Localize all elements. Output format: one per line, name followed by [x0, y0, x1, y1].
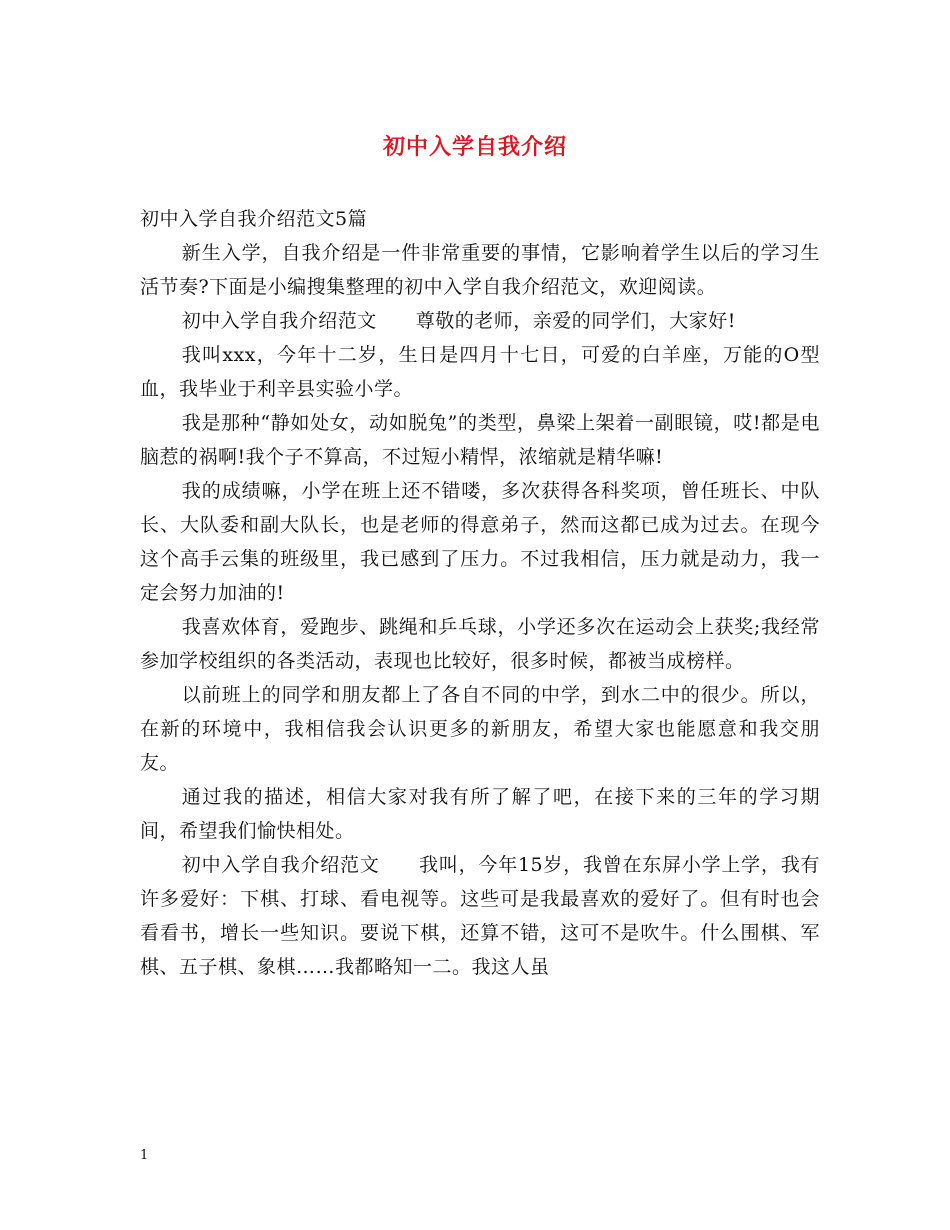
- page-number: 1: [140, 1148, 149, 1163]
- paragraph-9: 初中入学自我介绍范文 我叫，今年15岁，我曾在东屏小学上学，我有许多爱好：下棋、打球、看电视等。这些可是我最喜欢的爱好了。但有时也会看看书，增长一些知识。要说下棋，还算不错，这可不是吹牛。什么围棋、军棋、五子棋、象棋……我都略知一二。我这人虽: [140, 854, 820, 978]
- paragraph-6: 我喜欢体育，爱跑步、跳绳和乒乓球，小学还多次在运动会上获奖;我经常参加学校组织的各类活动，表现也比较好，很多时候，都被当成榜样。: [140, 616, 820, 672]
- paragraph-3: 我叫xxx，今年十二岁，生日是四月十七日，可爱的白羊座，万能的O型血，我毕业于利辛县实验小学。: [140, 344, 820, 400]
- paragraph-1: 新生入学，自我介绍是一件非常重要的事情，它影响着学生以后的学习生活节奏?下面是小编搜集整理的初中入学自我介绍范文，欢迎阅读。: [140, 242, 820, 298]
- document-title: 初中入学自我介绍: [382, 134, 567, 160]
- document-body: [140, 202, 820, 984]
- paragraph-4: 我是那种“静如处女，动如脱兔”的类型，鼻梁上架着一副眼镜，哎!都是电脑惹的祸啊!我个子不算高，不过短小精悍，浓缩就是精华嘛!: [140, 412, 820, 468]
- paragraph-5: 我的成绩嘛，小学在班上还不错喽，多次获得各科奖项，曾任班长、中队长、大队委和副大队长，也是老师的得意弟子，然而这都已成为过去。在现今这个高手云集的班级里，我已感到了压力。不过我相信，压力就是动力，我一定会努力加油的!: [140, 480, 820, 604]
- paragraph-2: 初中入学自我介绍范文 尊敬的老师，亲爱的同学们，大家好!: [181, 310, 736, 332]
- paragraph-7: 以前班上的同学和朋友都上了各自不同的中学，到水二中的很少。所以，在新的环境中，我相信我会认识更多的新朋友，希望大家也能愿意和我交朋友。: [140, 684, 820, 774]
- document-subtitle: 初中入学自我介绍范文5篇: [140, 208, 368, 230]
- paragraph-8: 通过我的描述，相信大家对我有所了解了吧，在接下来的三年的学习期间，希望我们愉快相处。: [140, 786, 820, 842]
